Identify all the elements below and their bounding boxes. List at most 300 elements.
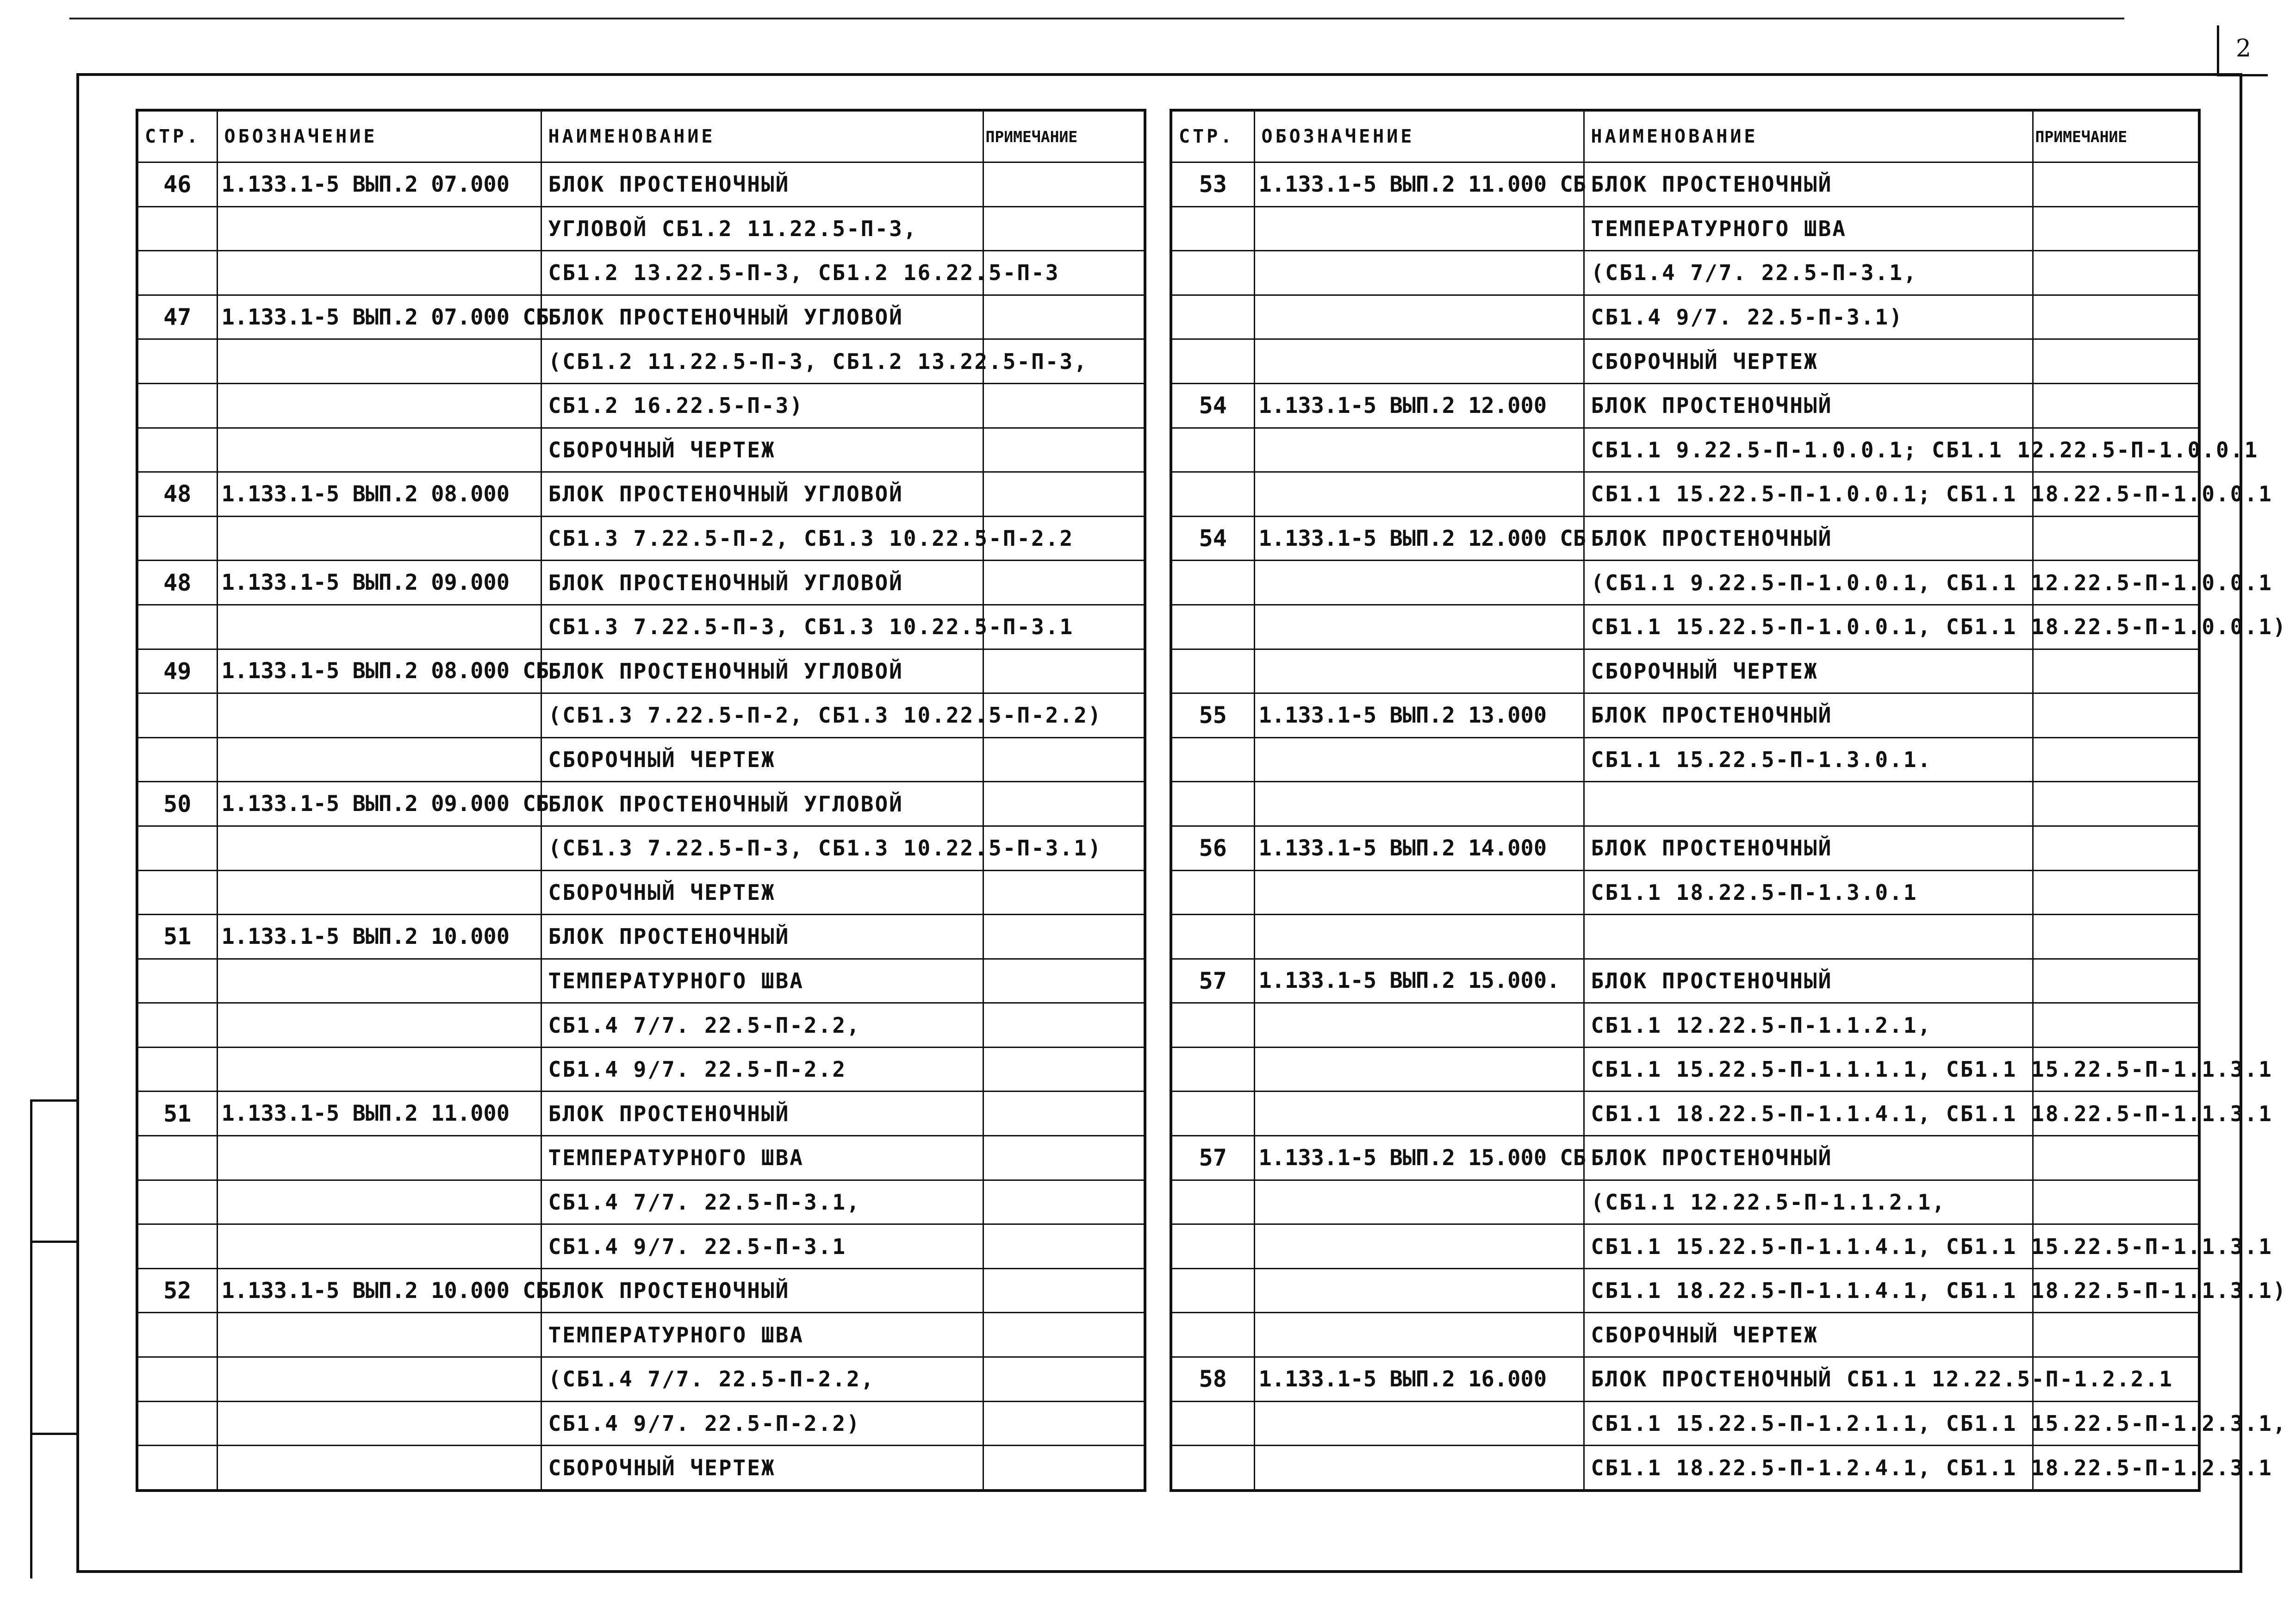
cell-name: ТЕМПЕРАТУРНОГО ШВА <box>541 959 983 1003</box>
table-row <box>137 870 1145 915</box>
cell-note <box>983 472 1145 517</box>
cell-code <box>1254 1401 1584 1446</box>
binding-margin-line <box>30 1099 32 1578</box>
header-page: СТР. <box>137 110 217 162</box>
cell-code: 1.133.1-5 ВЫП.2 13.000 <box>1254 693 1584 738</box>
cell-name: БЛОК ПРОСТЕНОЧНЫЙ <box>1584 959 2033 1003</box>
cell-code <box>217 1224 541 1269</box>
cell-code <box>217 1357 541 1402</box>
cell-note <box>2033 870 2199 915</box>
table-row <box>1171 162 2199 207</box>
cell-code <box>1254 1003 1584 1048</box>
cell-page <box>1171 1268 1254 1313</box>
cell-name: (СБ1.3 7.22.5-П-3, СБ1.3 10.22.5-П-3.1) <box>541 826 983 870</box>
register-table-right <box>1170 109 2287 1492</box>
cell-code <box>1254 1047 1584 1092</box>
cell-name: БЛОК ПРОСТЕНОЧНЫЙ <box>1584 693 2033 738</box>
cell-note <box>983 737 1145 782</box>
cell-name: (СБ1.2 11.22.5-П-3, СБ1.2 13.22.5-П-3, <box>541 339 983 384</box>
table-row <box>1171 1092 2199 1136</box>
cell-note <box>983 1357 1145 1402</box>
cell-note <box>983 383 1145 428</box>
register-table-left <box>136 109 1146 1492</box>
cell-page <box>1171 561 1254 605</box>
cell-code <box>217 737 541 782</box>
table-row <box>1171 428 2199 472</box>
table-row <box>1171 1446 2199 1491</box>
cell-name: (СБ1.1 12.22.5-П-1.1.2.1, <box>1584 1180 2033 1224</box>
cell-note <box>983 649 1145 693</box>
table-row <box>137 693 1145 738</box>
cell-name: СБ1.1 15.22.5-П-1.3.0.1. <box>1584 737 2033 782</box>
cell-name: СБ1.1 18.22.5-П-1.3.0.1 <box>1584 870 2033 915</box>
cell-code <box>1254 251 1584 295</box>
table-row <box>1171 516 2199 561</box>
cell-page <box>137 1136 217 1180</box>
table-row <box>137 1180 1145 1224</box>
cell-page <box>1171 1047 1254 1092</box>
cell-code: 1.133.1-5 ВЫП.2 12.000 СБ <box>1254 516 1584 561</box>
cell-code <box>1254 649 1584 693</box>
cell-note <box>2033 782 2199 826</box>
cell-code <box>1254 870 1584 915</box>
cell-page <box>1171 206 1254 251</box>
table-row <box>1171 1268 2199 1313</box>
header-code: ОБОЗНАЧЕНИЕ <box>217 110 541 162</box>
cell-code <box>217 383 541 428</box>
cell-note <box>2033 295 2199 339</box>
cell-code <box>1254 782 1584 826</box>
table-row <box>1171 1180 2199 1224</box>
cell-note <box>2033 1003 2199 1048</box>
cell-code <box>1254 1268 1584 1313</box>
cell-page <box>1171 1180 1254 1224</box>
cell-name: СБОРОЧНЫЙ ЧЕРТЕЖ <box>541 428 983 472</box>
cell-name: (СБ1.3 7.22.5-П-2, СБ1.3 10.22.5-П-2.2) <box>541 693 983 738</box>
cell-note <box>983 295 1145 339</box>
cell-name: СБОРОЧНЫЙ ЧЕРТЕЖ <box>541 737 983 782</box>
cell-name: СБ1.1 12.22.5-П-1.1.2.1, <box>1584 1003 2033 1048</box>
table-row <box>137 1003 1145 1048</box>
cell-name: СБОРОЧНЫЙ ЧЕРТЕЖ <box>1584 649 2033 693</box>
cell-page <box>137 1401 217 1446</box>
cell-code: 1.133.1-5 ВЫП.2 16.000 <box>1254 1357 1584 1402</box>
cell-name: СБОРОЧНЫЙ ЧЕРТЕЖ <box>541 870 983 915</box>
cell-name: УГЛОВОЙ СБ1.2 11.22.5-П-3, <box>541 206 983 251</box>
cell-page: 48 <box>137 472 217 517</box>
top-rule-line <box>69 18 2124 19</box>
cell-code <box>1254 1446 1584 1491</box>
cell-page: 49 <box>137 649 217 693</box>
table-row <box>137 516 1145 561</box>
cell-name: БЛОК ПРОСТЕНОЧНЫЙ <box>541 162 983 207</box>
cell-page <box>1171 915 1254 959</box>
table-row <box>137 472 1145 517</box>
cell-code: 1.133.1-5 ВЫП.2 08.000 СБ <box>217 649 541 693</box>
cell-name: (СБ1.4 7/7. 22.5-П-2.2, <box>541 1357 983 1402</box>
cell-name: СБ1.1 15.22.5-П-1.1.4.1, СБ1.1 15.22.5-П-1.1.3.1 <box>1584 1224 2033 1269</box>
cell-name: СБ1.1 18.22.5-П-1.2.4.1, СБ1.1 18.22.5-П-1.2.3.1 <box>1584 1446 2033 1491</box>
table-row <box>1171 295 2199 339</box>
cell-name: СБ1.4 7/7. 22.5-П-3.1, <box>541 1180 983 1224</box>
cell-name: БЛОК ПРОСТЕНОЧНЫЙ СБ1.1 12.22.5-П-1.2.2.1 <box>1584 1357 2033 1402</box>
cell-note <box>2033 251 2199 295</box>
cell-note <box>983 1047 1145 1092</box>
cell-name: БЛОК ПРОСТЕНОЧНЫЙ УГЛОВОЙ <box>541 561 983 605</box>
cell-note <box>2033 649 2199 693</box>
cell-code: 1.133.1-5 ВЫП.2 09.000 СБ <box>217 782 541 826</box>
cell-name: СБ1.4 9/7. 22.5-П-3.1) <box>1584 295 2033 339</box>
cell-code <box>217 1180 541 1224</box>
table-row <box>137 826 1145 870</box>
table-row <box>137 206 1145 251</box>
cell-page <box>137 1446 217 1491</box>
cell-code: 1.133.1-5 ВЫП.2 11.000 СБ <box>1254 162 1584 207</box>
cell-name: БЛОК ПРОСТЕНОЧНЫЙ <box>541 915 983 959</box>
cell-code: 1.133.1-5 ВЫП.2 10.000 <box>217 915 541 959</box>
cell-code <box>1254 428 1584 472</box>
cell-page <box>137 737 217 782</box>
cell-code: 1.133.1-5 ВЫП.2 10.000 СБ <box>217 1268 541 1313</box>
header-note: ПРИМЕЧАНИЕ <box>983 110 1145 162</box>
cell-page: 46 <box>137 162 217 207</box>
cell-name: СБ1.1 18.22.5-П-1.1.4.1, СБ1.1 18.22.5-П-1.1.3.1) <box>1584 1268 2033 1313</box>
table-row <box>1171 472 2199 517</box>
cell-note <box>983 1268 1145 1313</box>
header-name: НАИМЕНОВАНИЕ <box>1584 110 2033 162</box>
cell-name: БЛОК ПРОСТЕНОЧНЫЙ <box>1584 516 2033 561</box>
header-page: СТР. <box>1171 110 1254 162</box>
header-row <box>1171 110 2199 162</box>
table-row <box>137 737 1145 782</box>
table-row <box>137 1092 1145 1136</box>
table-row <box>1171 737 2199 782</box>
cell-note <box>983 162 1145 207</box>
table-row <box>137 915 1145 959</box>
cell-page: 47 <box>137 295 217 339</box>
table-row <box>1171 693 2199 738</box>
table-row <box>1171 959 2199 1003</box>
cell-page: 56 <box>1171 826 1254 870</box>
cell-name: СБ1.1 9.22.5-П-1.0.0.1; СБ1.1 12.22.5-П-1.0.0.1 <box>1584 428 2033 472</box>
cell-code <box>217 1446 541 1491</box>
cell-page: 53 <box>1171 162 1254 207</box>
cell-code <box>217 251 541 295</box>
cell-note <box>983 915 1145 959</box>
cell-code <box>217 826 541 870</box>
cell-page <box>137 1357 217 1402</box>
cell-note <box>2033 693 2199 738</box>
table-row <box>1171 251 2199 295</box>
cell-page <box>137 251 217 295</box>
cell-page: 51 <box>137 1092 217 1136</box>
cell-page <box>1171 1401 1254 1446</box>
cell-code: 1.133.1-5 ВЫП.2 15.000. <box>1254 959 1584 1003</box>
cell-name: ТЕМПЕРАТУРНОГО ШВА <box>541 1313 983 1357</box>
cell-page <box>1171 1446 1254 1491</box>
cell-name: БЛОК ПРОСТЕНОЧНЫЙ УГЛОВОЙ <box>541 295 983 339</box>
cell-note <box>2033 206 2199 251</box>
cell-note <box>2033 162 2199 207</box>
cell-code <box>1254 472 1584 517</box>
cell-note <box>983 1092 1145 1136</box>
cell-note <box>983 1401 1145 1446</box>
cell-name: СБ1.1 15.22.5-П-1.0.0.1; СБ1.1 18.22.5-П-1.0.0.1 <box>1584 472 2033 517</box>
cell-name: БЛОК ПРОСТЕНОЧНЫЙ <box>1584 1136 2033 1180</box>
table-row <box>1171 1357 2199 1402</box>
cell-code <box>217 693 541 738</box>
table-row <box>137 1268 1145 1313</box>
cell-page <box>1171 737 1254 782</box>
cell-name: СБОРОЧНЫЙ ЧЕРТЕЖ <box>1584 1313 2033 1357</box>
table-row <box>137 561 1145 605</box>
cell-name: СБ1.2 13.22.5-П-3, СБ1.2 16.22.5-П-3 <box>541 251 983 295</box>
cell-note <box>983 206 1145 251</box>
binding-margin-tick <box>30 1241 79 1243</box>
cell-page <box>1171 472 1254 517</box>
cell-code <box>217 1401 541 1446</box>
cell-code <box>217 516 541 561</box>
cell-page <box>137 959 217 1003</box>
cell-name <box>1584 782 2033 826</box>
table-row <box>137 1224 1145 1269</box>
table-row <box>137 605 1145 649</box>
page-number: 2 <box>2217 25 2268 76</box>
cell-name: ТЕМПЕРАТУРНОГО ШВА <box>1584 206 2033 251</box>
table-row <box>137 959 1145 1003</box>
cell-page <box>137 516 217 561</box>
cell-code <box>217 428 541 472</box>
cell-note <box>983 782 1145 826</box>
cell-name: СБ1.4 9/7. 22.5-П-2.2 <box>541 1047 983 1092</box>
cell-code <box>217 959 541 1003</box>
cell-code <box>217 339 541 384</box>
cell-name: СБ1.3 7.22.5-П-2, СБ1.3 10.22.5-П-2.2 <box>541 516 983 561</box>
cell-note <box>983 1313 1145 1357</box>
cell-page <box>1171 605 1254 649</box>
cell-code <box>217 605 541 649</box>
cell-code: 1.133.1-5 ВЫП.2 14.000 <box>1254 826 1584 870</box>
cell-note <box>983 1003 1145 1048</box>
table-row <box>1171 1313 2199 1357</box>
cell-code <box>217 206 541 251</box>
table-row <box>137 339 1145 384</box>
table-row <box>1171 826 2199 870</box>
cell-name: БЛОК ПРОСТЕНОЧНЫЙ УГЛОВОЙ <box>541 649 983 693</box>
table-row <box>137 782 1145 826</box>
cell-note <box>983 1446 1145 1491</box>
table-row <box>137 1446 1145 1491</box>
cell-page <box>1171 428 1254 472</box>
binding-margin-tick <box>30 1099 79 1102</box>
table-row <box>1171 561 2199 605</box>
cell-code <box>1254 1224 1584 1269</box>
cell-page: 54 <box>1171 516 1254 561</box>
cell-name: СБ1.1 15.22.5-П-1.2.1.1, СБ1.1 15.22.5-П-1.2.3.1, <box>1584 1401 2033 1446</box>
cell-name: СБ1.4 9/7. 22.5-П-3.1 <box>541 1224 983 1269</box>
cell-note <box>2033 339 2199 384</box>
cell-page <box>137 339 217 384</box>
cell-note <box>983 1224 1145 1269</box>
table-row <box>1171 915 2199 959</box>
cell-note <box>2033 516 2199 561</box>
cell-code <box>217 1136 541 1180</box>
cell-name: БЛОК ПРОСТЕНОЧНЫЙ <box>1584 162 2033 207</box>
cell-page <box>137 206 217 251</box>
cell-name: БЛОК ПРОСТЕНОЧНЫЙ УГЛОВОЙ <box>541 472 983 517</box>
cell-page: 51 <box>137 915 217 959</box>
cell-code: 1.133.1-5 ВЫП.2 15.000 СБ <box>1254 1136 1584 1180</box>
cell-note <box>2033 1180 2199 1224</box>
header-code: ОБОЗНАЧЕНИЕ <box>1254 110 1584 162</box>
cell-page <box>1171 1092 1254 1136</box>
cell-name: СБ1.1 15.22.5-П-1.0.0.1, СБ1.1 18.22.5-П-1.0.0.1) <box>1584 605 2033 649</box>
cell-code: 1.133.1-5 ВЫП.2 08.000 <box>217 472 541 517</box>
cell-note <box>983 428 1145 472</box>
cell-page: 48 <box>137 561 217 605</box>
cell-name: БЛОК ПРОСТЕНОЧНЫЙ УГЛОВОЙ <box>541 782 983 826</box>
cell-page <box>1171 870 1254 915</box>
cell-note <box>2033 915 2199 959</box>
cell-name: БЛОК ПРОСТЕНОЧНЫЙ <box>1584 826 2033 870</box>
cell-code <box>217 1313 541 1357</box>
cell-page <box>137 383 217 428</box>
cell-code: 1.133.1-5 ВЫП.2 09.000 <box>217 561 541 605</box>
cell-page <box>137 1180 217 1224</box>
cell-page <box>1171 649 1254 693</box>
cell-name: СБ1.3 7.22.5-П-3, СБ1.3 10.22.5-П-3.1 <box>541 605 983 649</box>
cell-code <box>1254 737 1584 782</box>
cell-page <box>137 428 217 472</box>
cell-note <box>2033 959 2199 1003</box>
cell-page <box>1171 251 1254 295</box>
cell-code: 1.133.1-5 ВЫП.2 07.000 СБ <box>217 295 541 339</box>
cell-code <box>1254 339 1584 384</box>
table-row <box>1171 605 2199 649</box>
cell-page <box>137 1047 217 1092</box>
cell-code: 1.133.1-5 ВЫП.2 11.000 <box>217 1092 541 1136</box>
cell-note <box>2033 1136 2199 1180</box>
cell-page <box>137 826 217 870</box>
table-row <box>1171 649 2199 693</box>
table-row <box>137 428 1145 472</box>
cell-name: СБОРОЧНЫЙ ЧЕРТЕЖ <box>541 1446 983 1491</box>
table-row <box>137 383 1145 428</box>
cell-note <box>2033 383 2199 428</box>
table-row <box>1171 782 2199 826</box>
cell-name: СБ1.1 18.22.5-П-1.1.4.1, СБ1.1 18.22.5-П-1.1.3.1 <box>1584 1092 2033 1136</box>
cell-code <box>1254 206 1584 251</box>
cell-page <box>137 1003 217 1048</box>
cell-note <box>983 561 1145 605</box>
cell-code <box>1254 561 1584 605</box>
cell-code: 1.133.1-5 ВЫП.2 07.000 <box>217 162 541 207</box>
header-row <box>137 110 1145 162</box>
cell-page <box>1171 1224 1254 1269</box>
table-row <box>137 295 1145 339</box>
cell-page: 55 <box>1171 693 1254 738</box>
cell-note <box>2033 826 2199 870</box>
cell-page <box>1171 295 1254 339</box>
table-row <box>137 162 1145 207</box>
cell-name: СБ1.1 15.22.5-П-1.1.1.1, СБ1.1 15.22.5-П-1.1.3.1 <box>1584 1047 2033 1092</box>
cell-name: БЛОК ПРОСТЕНОЧНЫЙ <box>541 1268 983 1313</box>
cell-page: 57 <box>1171 1136 1254 1180</box>
cell-page: 58 <box>1171 1357 1254 1402</box>
table-row <box>1171 1136 2199 1180</box>
cell-name: СБОРОЧНЫЙ ЧЕРТЕЖ <box>1584 339 2033 384</box>
cell-page: 54 <box>1171 383 1254 428</box>
cell-name: СБ1.4 9/7. 22.5-П-2.2) <box>541 1401 983 1446</box>
table-row <box>137 251 1145 295</box>
cell-note <box>2033 737 2199 782</box>
cell-page <box>1171 1003 1254 1048</box>
cell-name <box>1584 915 2033 959</box>
cell-code <box>217 870 541 915</box>
cell-name: БЛОК ПРОСТЕНОЧНЫЙ <box>1584 383 2033 428</box>
cell-page <box>1171 1313 1254 1357</box>
header-note: ПРИМЕЧАНИЕ <box>2033 110 2199 162</box>
cell-name: (СБ1.4 7/7. 22.5-П-3.1, <box>1584 251 2033 295</box>
cell-name: ТЕМПЕРАТУРНОГО ШВА <box>541 1136 983 1180</box>
table-row <box>1171 339 2199 384</box>
cell-page <box>137 693 217 738</box>
header-name: НАИМЕНОВАНИЕ <box>541 110 983 162</box>
cell-page: 52 <box>137 1268 217 1313</box>
cell-code <box>1254 915 1584 959</box>
cell-code <box>1254 605 1584 649</box>
cell-name: СБ1.2 16.22.5-П-3) <box>541 383 983 428</box>
cell-name: БЛОК ПРОСТЕНОЧНЫЙ <box>541 1092 983 1136</box>
cell-page: 57 <box>1171 959 1254 1003</box>
cell-page <box>137 870 217 915</box>
table-row <box>137 1401 1145 1446</box>
cell-note <box>983 959 1145 1003</box>
cell-name: (СБ1.1 9.22.5-П-1.0.0.1, СБ1.1 12.22.5-П-1.0.0.1 <box>1584 561 2033 605</box>
cell-page <box>137 605 217 649</box>
cell-code <box>1254 1092 1584 1136</box>
cell-code <box>1254 1180 1584 1224</box>
binding-margin-tick <box>30 1433 79 1435</box>
table-row <box>1171 383 2199 428</box>
cell-page: 50 <box>137 782 217 826</box>
cell-code <box>217 1047 541 1092</box>
cell-page <box>137 1224 217 1269</box>
table-row <box>137 1136 1145 1180</box>
cell-note <box>983 1180 1145 1224</box>
cell-note <box>2033 1313 2199 1357</box>
table-row <box>137 1357 1145 1402</box>
cell-page <box>137 1313 217 1357</box>
table-row <box>137 649 1145 693</box>
cell-page <box>1171 339 1254 384</box>
cell-name: СБ1.4 7/7. 22.5-П-2.2, <box>541 1003 983 1048</box>
cell-code: 1.133.1-5 ВЫП.2 12.000 <box>1254 383 1584 428</box>
table-row <box>1171 1003 2199 1048</box>
cell-note <box>983 1136 1145 1180</box>
table-row <box>137 1047 1145 1092</box>
table-row <box>1171 870 2199 915</box>
table-row <box>1171 1047 2199 1092</box>
cell-page <box>1171 782 1254 826</box>
cell-code <box>1254 295 1584 339</box>
table-row <box>1171 206 2199 251</box>
table-row <box>137 1313 1145 1357</box>
table-row <box>1171 1224 2199 1269</box>
table-row <box>1171 1401 2199 1446</box>
cell-code <box>1254 1313 1584 1357</box>
cell-code <box>217 1003 541 1048</box>
